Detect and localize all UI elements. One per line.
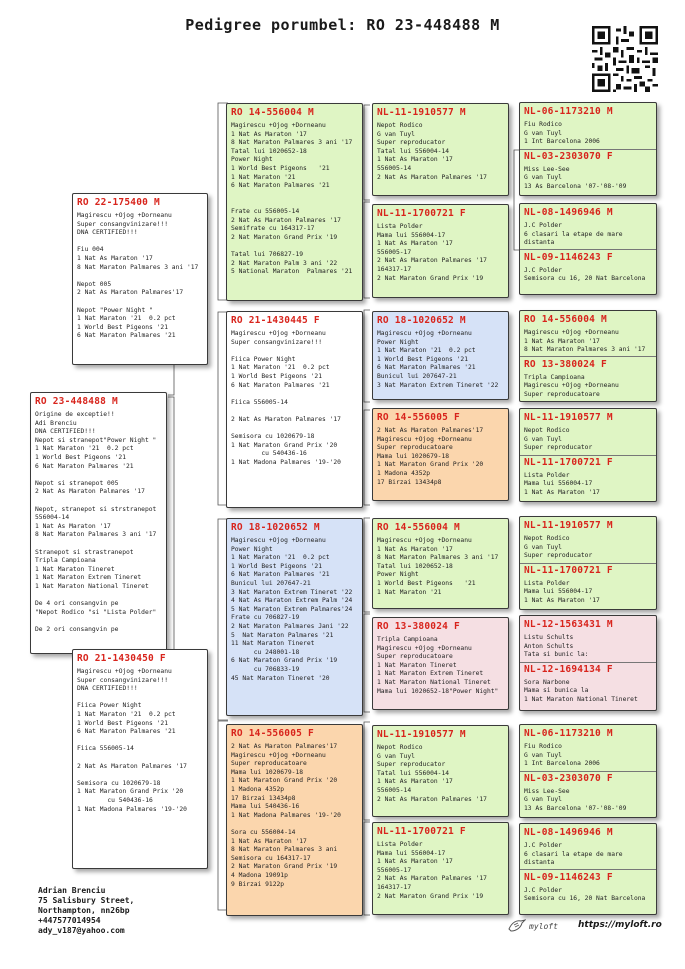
- g3-notes-1: Nepot Rodico G van Tuyl Super reproducator Tatal lui 556004-14 1 Nat As Maraton '17 556005-14 2 Nat As Maraton Palmares '17: [377, 122, 487, 181]
- g4-ring-11: NL-12-1563431 M: [524, 619, 613, 630]
- g3-card-4: [372, 408, 509, 501]
- g3-notes-8: Lista Polder Mama lui 556004-17 1 Nat As Maraton '17 556005-17 2 Nat As Maraton Palmares '17 164317-17 2 Nat Maraton Grand Prix '19: [377, 841, 487, 900]
- g3-card-1: [372, 103, 509, 196]
- sire-dam-ring: RO 21-1430445 F: [231, 315, 320, 326]
- g4-pair-5: [519, 516, 657, 610]
- g4-notes-13: Fiu Rodico G van Tuyl 1 Int Barcelona 2006: [524, 743, 600, 768]
- g3-ring-2: NL-11-1700721 F: [377, 208, 466, 219]
- g4-ring-13: NL-06-1173210 M: [524, 728, 613, 739]
- g3-ring-3: RO 18-1020652 M: [377, 315, 466, 326]
- g4-ring-3: NL-08-1496946 M: [524, 207, 613, 218]
- g4-notes-1: Fiu Rodico G van Tuyl 1 Int Barcelona 2006: [524, 121, 600, 146]
- website-link[interactable]: https://myloft.ro: [578, 920, 662, 930]
- g3-ring-8: NL-11-1700721 F: [377, 826, 466, 837]
- g3-notes-2: Lista Polder Mama lui 556004-17 1 Nat As Maraton '17 556005-17 2 Nat As Maraton Palmares '17 164317-17 2 Nat Maraton Grand Prix '19: [377, 223, 487, 282]
- myloft-logo: [508, 919, 558, 933]
- g4-pair-2: [519, 203, 657, 295]
- sire-sire-card: [226, 103, 363, 301]
- g4-ring-16: NL-09-1146243 F: [524, 871, 613, 883]
- g4-notes-11: Listu Schults Anton Schults Tata si bunic la:: [524, 634, 589, 659]
- g3-card-7: [372, 725, 509, 817]
- g4-notes-9: Nepot Rodico G van Tuyl Super reproducator: [524, 535, 593, 560]
- g3-notes-5: Magirescu +Ojog +Dorneanu 1 Nat As Maraton '17 8 Nat Maraton Palmares 3 ani '17 Tatal lui 1020652-18 Power Night 1 World Best Pigeons '21 1 Nat Maraton '21: [377, 537, 499, 596]
- subject-ring: RO 23-448488 M: [35, 396, 118, 407]
- g4-pair-7: [519, 724, 657, 818]
- subject-notes: Origine de exceptie!! Adi Brenciu DNA CERTIFIED!!! Nepot si stranepot"Power Night " 1 Nat Maraton '21 0.2 pct 1 World Best Pigeons '21 6 Nat Maraton Palmares '21 Nepot si stranepot 005 2 Nat As Maraton Palmares '17 Nepot, stranepot si strstranepot 556004-14 1 Nat As Maraton '17 8 Nat Maraton Palmares 3 ani '17 Stranepot si strastranepot Tripla Campioana 1 Nat Maraton Tineret 1 Nat Maraton Extrem Tineret 1 Nat Maraton National Tineret De 4 ori consangvin pe "Nepot Rodico "si "Lista Polder" De 2 ori consangvin pe: [35, 411, 157, 633]
- sire-sire-ring: RO 14-556004 M: [231, 107, 314, 118]
- g3-notes-6: Tripla Campioana Magirescu +Ojog +Dorneanu Super reproducatoare 1 Nat Maraton Tineret 1 Nat Maraton Extrem Tineret 1 Nat Maraton National Tineret Mama lui 1020652-18"Power Night": [377, 636, 499, 695]
- g3-card-3: [372, 311, 509, 400]
- g4-notes-6: Tripla Campioana Magirescu +Ojog +Dorneanu Super reproducatoare: [524, 373, 619, 398]
- sire-card: [72, 193, 208, 365]
- g4-notes-2: Miss Lee-See G van Tuyl 13 As Barcelona '07-'08-'09: [524, 165, 627, 190]
- g4-ring-9: NL-11-1910577 M: [524, 520, 613, 531]
- subject-card: [30, 392, 167, 654]
- dam-ring: RO 21-1430450 F: [77, 653, 166, 664]
- dam-dam-ring: RO 14-556005 F: [231, 728, 314, 739]
- dam-sire-notes: Magirescu +Ojog +Dorneanu Power Night 1 Nat Maraton '21 0.2 pct 1 World Best Pigeons '21 6 Nat Maraton Palmares '21 Bunicul lui 207647-21 3 Nat Maraton Extrem Tineret '22 4 Nat As Maraton Extrem Palm '24 5 Nat Maraton Extrem Palmares'24 Frate cu 706827-19 2 Nat Maraton Palmares Jani '22 5 Nat Maraton Palmares '21 11 Nat Maraton Tineret cu 248001-18 6 Nat Maraton Grand Prix '19 cu 706833-19 45 Nat Maraton Tineret '20: [231, 537, 353, 682]
- g3-ring-4: RO 14-556005 F: [377, 412, 460, 423]
- g3-card-5: [372, 518, 509, 609]
- dam-card: [72, 649, 208, 869]
- sire-sire-notes: Magirescu +Ojog +Dorneanu 1 Nat As Maraton '17 8 Nat Maraton Palmares 3 ani '17 Tatal lui 1020652-18 Power Night 1 World Best Pigeons '21 1 Nat Maraton '21 6 Nat Maraton Palmares '21 Frate cu 556005-14 2 Nat As Maraton Palmares '17 Semifrate cu 164317-17 2 Nat Maraton Grand Prix '19 Tatal lui 706827-19 2 Nat Maraton Palm 3 ani '22 5 National Maraton Palmares '21: [231, 122, 353, 276]
- g4-pair-6: [519, 615, 657, 711]
- dam-sire-card: [226, 518, 363, 716]
- g4-ring-2: NL-03-2303070 F: [524, 150, 613, 162]
- g4-ring-6: RO 13-380024 F: [524, 358, 607, 370]
- sire-ring: RO 22-175400 M: [77, 197, 160, 208]
- g4-pair-1: [519, 102, 657, 196]
- g4-notes-15: J.C Polder 6 clasari la etape de mare distanta: [524, 842, 623, 867]
- page-title: Pedigree porumbel: RO 23-448488 M: [185, 16, 500, 34]
- g4-pair-4: [519, 408, 657, 502]
- g4-ring-7: NL-11-1910577 M: [524, 412, 613, 423]
- g4-notes-12: Sora Narbone Mama si bunica la 1 Nat Maraton National Tineret: [524, 678, 638, 703]
- dam-notes: Magirescu +Ojog +Dorneanu Super consangvinizare!!! DNA CERTIFIED!!! Fiica Power Night 1 Nat Maraton '21 0.2 pct 1 World Best Pigeons '21 6 Nat Maraton Palmares '21 Fiica 556005-14 2 Nat As Maraton Palmares '17 Semisora cu 1020679-18 1 Nat Maraton Grand Prix '20 cu 540436-16 1 Nat Madona Palmares '19-'20: [77, 668, 187, 813]
- g4-pair-3: [519, 310, 657, 402]
- dam-sire-ring: RO 18-1020652 M: [231, 522, 320, 533]
- g3-card-6: [372, 617, 509, 710]
- g4-ring-12: NL-12-1694134 F: [524, 663, 613, 675]
- sire-dam-card: [226, 311, 363, 508]
- g4-ring-5: RO 14-556004 M: [524, 314, 607, 325]
- g3-card-8: [372, 822, 509, 915]
- g3-notes-3: Magirescu +Ojog +Dorneanu Power Night 1 Nat Maraton '21 0.2 pct 1 World Best Pigeons '21 6 Nat Maraton Palmares '21 Bunicul lui 207647-21 3 Nat Maraton Extrem Tineret '22: [377, 330, 499, 389]
- g3-ring-7: NL-11-1910577 M: [377, 729, 466, 740]
- g3-ring-6: RO 13-380024 F: [377, 621, 460, 632]
- g4-ring-10: NL-11-1700721 F: [524, 564, 613, 576]
- g4-ring-15: NL-08-1496946 M: [524, 827, 613, 838]
- g4-pair-8: [519, 823, 657, 915]
- g3-ring-1: NL-11-1910577 M: [377, 107, 466, 118]
- g4-notes-3: J.C Polder 6 clasari la etape de mare distanta: [524, 222, 623, 247]
- dam-dam-card: [226, 724, 363, 916]
- g4-notes-16: J.C Polder Semisora cu 16, 20 Nat Barcelona: [524, 886, 646, 903]
- g4-notes-10: Lista Polder Mama lui 556004-17 1 Nat As Maraton '17: [524, 579, 600, 604]
- g3-card-2: [372, 204, 509, 298]
- breeder-address: Adrian Brenciu 75 Salisbury Street, Northampton, nn26bp +447577014954 ady_v187@yahoo.com: [38, 886, 135, 935]
- g3-ring-5: RO 14-556004 M: [377, 522, 460, 533]
- g4-ring-1: NL-06-1173210 M: [524, 106, 613, 117]
- sire-notes: Magirescu +Ojog +Dorneanu Super consangvinizare!!! DNA CERTIFIED!!! Fiu 004 1 Nat As Maraton '17 8 Nat Maraton Palmares 3 ani '17 Nepot 005 2 Nat As Maraton Palmares'17 Nepot "Power Night " 1 Nat Maraton '21 0.2 pct 1 World Best Pigeons '21 6 Nat Maraton Palmares '21: [77, 212, 199, 340]
- g3-notes-7: Nepot Rodico G van Tuyl Super reproducator Tatal lui 556004-14 1 Nat As Maraton '17 556005-14 2 Nat As Maraton Palmares '17: [377, 744, 487, 803]
- g4-notes-14: Miss Lee-See G van Tuyl 13 As Barcelona '07-'08-'09: [524, 787, 627, 812]
- g3-notes-4: 2 Nat As Maraton Palmares'17 Magirescu +Ojog +Dorneanu Super reproducatoare Mama lui 1020679-18 1 Nat Maraton Grand Prix '20 1 Madona 4352p 17 Birzai 13434p8: [377, 427, 484, 486]
- g4-notes-4: J.C Polder Semisora cu 16, 20 Nat Barcelona: [524, 266, 646, 283]
- sire-dam-notes: Magirescu +Ojog +Dorneanu Super consangvinizare!!! Fiica Power Night 1 Nat Maraton '21 0.2 pct 1 World Best Pigeons '21 6 Nat Maraton Palmares '21 Fiica 556005-14 2 Nat As Maraton Palmares '17 Semisora cu 1020679-18 1 Nat Maraton Grand Prix '20 cu 540436-16 1 Nat Madona Palmares '19-'20: [231, 330, 341, 466]
- g4-notes-8: Lista Polder Mama lui 556004-17 1 Nat As Maraton '17: [524, 471, 600, 496]
- g4-ring-4: NL-09-1146243 F: [524, 251, 613, 263]
- pigeon-icon: [508, 919, 526, 933]
- g4-notes-5: Magirescu +Ojog +Dorneanu 1 Nat As Maraton '17 8 Nat Maraton Palmares 3 ani '17: [524, 329, 646, 354]
- g4-notes-7: Nepot Rodico G van Tuyl Super reproducator: [524, 427, 593, 452]
- logo-text: myloft: [529, 921, 558, 931]
- g4-ring-8: NL-11-1700721 F: [524, 456, 613, 468]
- dam-dam-notes: 2 Nat As Maraton Palmares'17 Magirescu +Ojog +Dorneanu Super reproducatoare Mama lui 1020679-18 1 Nat Maraton Grand Prix '20 1 Madona 4352p 17 Birzai 13434p8 Mama lui 540436-16 1 Nat Madona Palmares '19-'20 Sora cu 556004-14 1 Nat As Maraton '17 8 Nat Maraton Palmares 3 ani Semisora cu 164317-17 2 Nat Maraton Grand Prix '19 4 Madona 19091p 9 Birzai 9122p: [231, 743, 341, 888]
- g4-ring-14: NL-03-2303070 F: [524, 772, 613, 784]
